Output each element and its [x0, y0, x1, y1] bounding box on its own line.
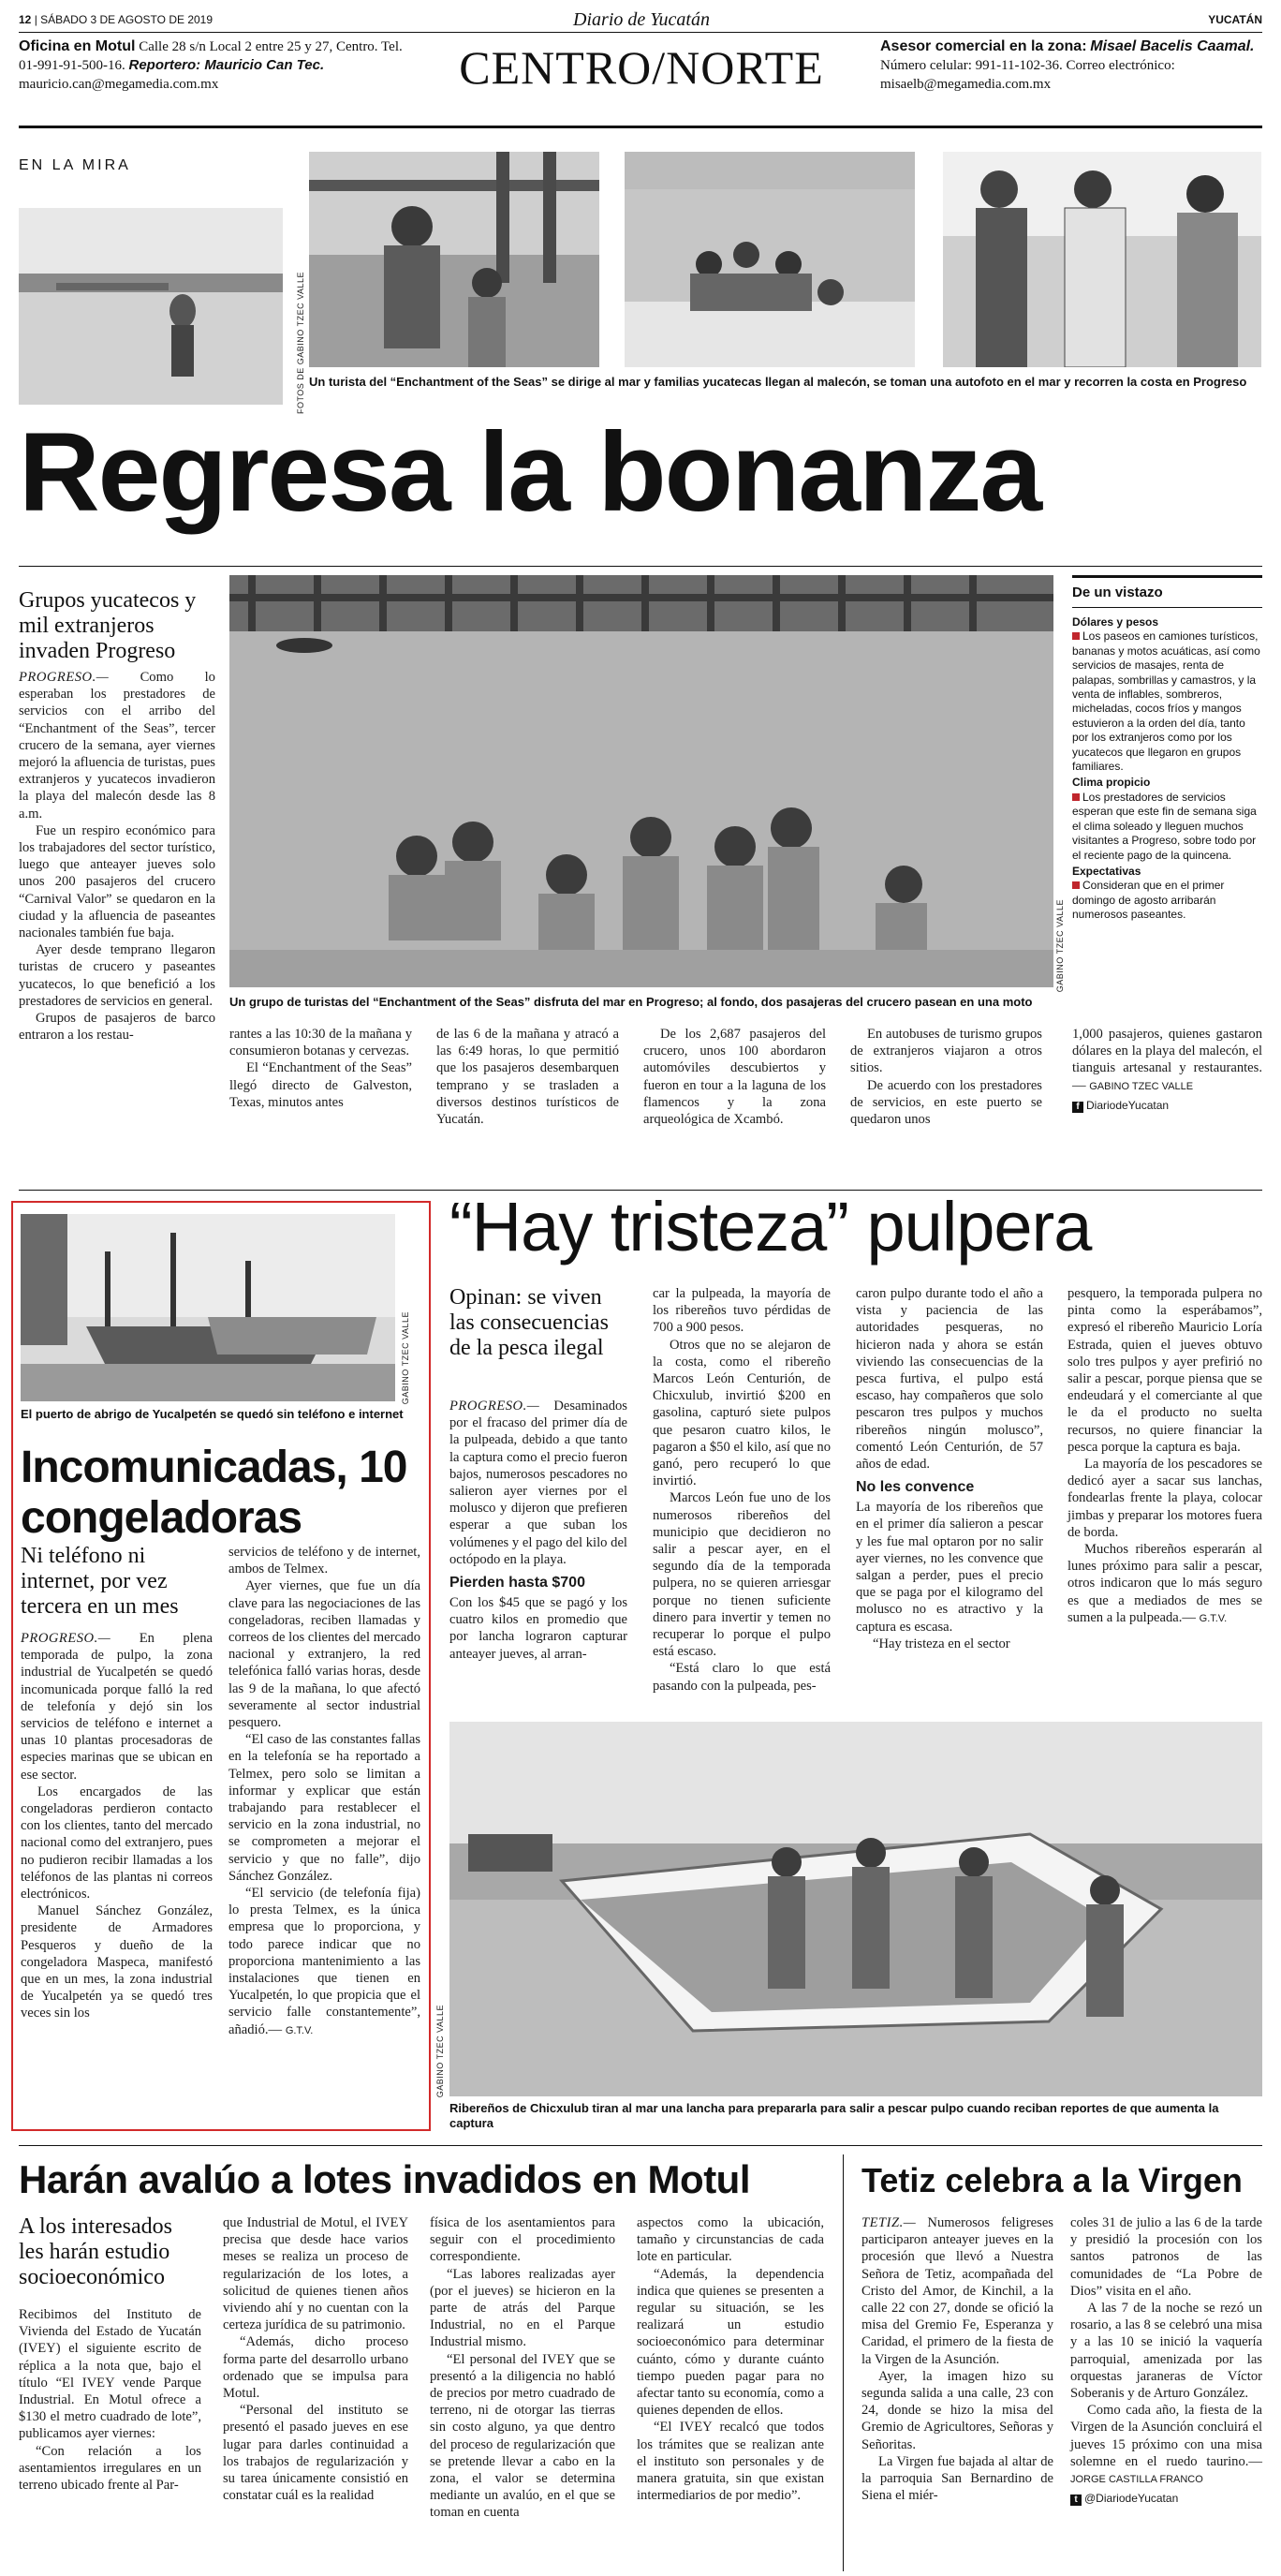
story3-photo: [449, 1722, 1262, 2096]
story2-column-1: PROGRESO.— En plena temporada de pulpo, la zona industrial de Yucalpetén se quedó incomunicada porque falló la red de telefonía y dejó sin los servicios de teléfono e internet a unas 10 plantas procesadoras de especies marinas que se ubican en ese sector. Los encargados de las congeladoras perdieron contacto con los clientes, tanto del mercado nacional como del extranjero, pues no pudieron recibir llamadas a los teléfonos de las plantas ni correos electrónicos. Manuel Sánchez González, presidente de Armadores Pesqueros y dueño de la congeladora Maspeca, manifestó que en un mes, la zona industrial de Yucalpetén ya se quedó tres veces sin los: [21, 1631, 213, 2021]
story3-subhead-1: Pierden hasta $700: [449, 1575, 585, 1591]
story3-signature: G.T.V.: [1199, 1612, 1228, 1624]
sidebar-de-un-vistazo: [1072, 575, 1262, 1015]
dateline: PROGRESO.—: [21, 1631, 111, 1646]
sidebar-item: Clima propicio Los prestadores de servicios esperan que este fin de semana siga el clima soleado y lleguen muchos visitantes a Progreso, sobre todo por el reciente pago de la quincena.: [1072, 776, 1257, 862]
facebook-icon: f: [1072, 1102, 1083, 1113]
story4-column-2: que Industrial de Motul, el IVEY precisa que desde hace varios meses se realiza un proceso de regularización de los lotes, a solicitud de quienes tienen años viviendo ahí y no cuentan con la certeza jurídica de su patrimonio. “Además, dicho proceso forma parte del desarrollo urbano ordenado que se impulsa para Motul. “Personal del instituto se presentó el pasado jueves en ese lugar para darles continuidad a los trabajos de regularización y su tarea únicamente consistió en constatar cuál es la realidad: [223, 2215, 408, 2504]
column-divider: [843, 2154, 844, 2571]
section-title: CENTRO/NORTE: [459, 41, 824, 94]
advisor-name: Misael Bacelis Caamal.: [1090, 38, 1255, 54]
mira-caption: Un turista del “Enchantment of the Seas” se dirige al mar y familias yucatecas llegan al malecón, se toman una autofoto en el mar y recorren la costa en Progreso: [309, 375, 1247, 389]
advisor-label: Asesor comercial en la zona:: [880, 38, 1087, 54]
story5-signature: JORGE CASTILLA FRANCO: [1070, 2474, 1203, 2486]
dateline: PROGRESO.—: [449, 1399, 540, 1414]
story5-headline: Tetiz celebra a la Virgen: [861, 2161, 1243, 2199]
bullet-icon: [1072, 632, 1080, 640]
office-info: [19, 37, 403, 94]
sidebar-item-heading: Expectativas: [1072, 864, 1141, 878]
story2-photo-credit: GABINO TZEC VALLE: [401, 1311, 410, 1405]
story3-column-3: caron pulpo durante todo el año a vista y paciencia de las autoridades pesqueras, no hicieron nada y ahora se están viviendo las consecuencias de la pesca furtiva, el pulpo está escaso, hay compañeros que solo pescaron tres pulpos y muchos ribereños ningún molusco”, comentó León Centurión, de 57 años de edad. No les convence La mayoría de los ribereños que en el primer día salieron a pescar y les fue mal optaron por no salir ayer viernes, no les convence que salgan a perder, pues el precio que se paga por el kilogramo del molusco no es atractivo y la captura es escasa. “Hay tristeza en el sector: [856, 1286, 1043, 1651]
story2-signature: G.T.V.: [285, 2024, 314, 2036]
story3-subtitle: Opinan: se viven las consecuencias de la pesca ilegal: [449, 1285, 609, 1360]
page-header: [19, 9, 1262, 135]
sidebar-item: Dólares y pesos Los paseos en camiones turísticos, bananas y motos acuáticas, así como servicios de masajes, renta de palapas, sombrillas y camastros, y la venta de inflables, sombreros, micheladas, cocos fríos y mangos estuvieron a la orden del día, tanto por los extranjeros como por los yucatecos que llegaron en grupos familiares.: [1072, 615, 1260, 774]
story1-column-6: 1,000 pasajeros, quienes gastaron dólares en la playa del malecón, el tianguis artesanal y restaurantes.— GABINO TZEC VALLE f DiariodeYucatan: [1072, 1026, 1262, 1101]
story2-photo: [21, 1214, 395, 1401]
story1-photo-credit: GABINO TZEC VALLE: [1055, 899, 1065, 993]
story3-photo-caption: Ribereños de Chicxulub tiran al mar una lancha para prepararla para salir a pescar pulpo cuando reciban reportes de que aumenta la captura: [449, 2101, 1219, 2130]
sidebar-item: Expectativas Consideran que en el primer domingo de agosto arribarán numerosos paseantes.: [1072, 864, 1225, 922]
story1-social: f DiariodeYucatan: [1072, 1097, 1262, 1114]
mira-photo-3: [625, 152, 915, 367]
story1-headline: Regresa la bonanza: [19, 409, 1041, 535]
story1-column-5: En autobuses de turismo grupos de extranjeros viajaron a otros sitios. De acuerdo con los prestadores de servicios, en este puerto se quedaron unos: [850, 1027, 1042, 1128]
story5-social: t @DiariodeYucatan: [1070, 2490, 1262, 2507]
advisor-contact: Número celular: 991-11-102-36. Correo electrónico: misaelb@megamedia.com.mx: [880, 58, 1175, 92]
story3-subhead-2: No les convence: [856, 1479, 975, 1496]
story1-column-1: PROGRESO.— Como lo esperaban los prestadores de servicios con el arribo del “Enchantment of the Seas”, tercer crucero de la semana, ayer viernes mejoró la afluencia de turistas, pues extranjeros y yucatecos invadieron la playa del malecón desde las 8 a.m. Fue un respiro económico para los trabajadores del sector turístico, luego que anteayer jueves solo unos 200 pasajeros del crucero “Carnival Valor” se quedaron en la ciudad y la afluencia de paseantes nacionales también fue baja. Ayer desde temprano llegaron turistas de crucero y paseantes yucatecos, lo que benefició a los prestadores de servicios en general. Grupos de pasajeros de barco entraron a los restau-: [19, 670, 215, 1044]
en-la-mira-label: EN LA MIRA: [19, 157, 131, 173]
story2-headline: Incomunicadas, 10 congeladoras: [21, 1443, 407, 1543]
sidebar-item-heading: Dólares y pesos: [1072, 615, 1159, 629]
page-folio: 12 | SÁBADO 3 DE AGOSTO DE 2019: [19, 13, 214, 26]
reporter-label: Reportero: Mauricio Can Tec.: [128, 57, 325, 73]
mira-photo-2: [309, 152, 599, 367]
story1-column-4: De los 2,687 pasajeros del crucero, unos 100 abordaron automóviles descubiertos y fueron en tour a la laguna de los flamencos y la zona arqueológica de Xcambó.: [643, 1027, 826, 1128]
bullet-icon: [1072, 793, 1080, 801]
advisor-info: [880, 37, 1262, 94]
office-address: Calle 28 s/n Local 2 entre 25 y 27, Centro. Tel. 01-991-91-500-16.: [19, 39, 403, 73]
story4-subtitle: A los interesados les harán estudio socioeconómico: [19, 2214, 172, 2289]
twitter-icon: t: [1070, 2495, 1082, 2506]
sidebar-item-heading: Clima propicio: [1072, 776, 1151, 790]
story1-photo-caption: Un grupo de turistas del “Enchantment of the Seas” disfruta del mar en Progreso; al fondo, dos pasajeras del crucero pasean en una moto: [229, 995, 1033, 1009]
story3-column-1: PROGRESO.— Desaminados por el fracaso del primer día de la pulpeada, debido a que tanto la captura como el precio fueron bajos, numerosos pescadores no salieron ayer viernes por el molusco y dijeron que prefieren esperar a que suban los volúmenes y el pago del kilo del octópodo en la playa. Pierden hasta $700 Con los $45 que se pagó y los cuatro kilos en promedio que por lancha lograron capturar anteayer jueves, al arran-: [449, 1399, 627, 1662]
story1-column-3: de las 6 de la mañana y atracó a las 6:49 horas, lo que permitió que los pasajeros desembarquen temprano y se trasladen a diversos destinos turísticos de Yucatán.: [436, 1027, 619, 1128]
brand-logo: Diario de Yucatán: [573, 9, 710, 30]
story3-headline: “Hay tristeza” pulpera: [449, 1188, 1092, 1266]
story1-main-photo: [229, 575, 1053, 987]
reporter-email: mauricio.can@megamedia.com.mx: [19, 77, 219, 92]
story2-subtitle: Ni teléfono ni internet, por vez tercera en un mes: [21, 1544, 179, 1619]
story5-column-1: TETIZ.— Numerosos feligreses participaron anteayer jueves en la procesión que llevó a Nuestra Señora de Tetiz, acompañada del Cristo del Amor, de Kinchil, a la calle 22 con 27, donde se ofició la misa del Gremio Fe, Esperanza y Caridad, el primero de la fiesta de la Virgen de la Asunción. Ayer, la imagen hizo su segunda salida a una calle, 23 con 24, donde se hizo la misa del Gremio de Agricultores, Señoras y Señoritas. La Virgen fue bajada al altar de la parroquia San Bernardino de Siena el miér-: [861, 2215, 1053, 2504]
story2-column-2: servicios de teléfono y de internet, ambos de Telmex. Ayer viernes, que fue un día clave para las negociaciones de las congeladoras, reciben llamadas y correos de los clientes del mercado nacional y extranjero, la red telefónica falló varias horas, desde las 9 de la mañana, lo que afectó severamente al sector industrial pesquero. “El caso de las constantes fallas en la telefonía se ha reportado a Telmex, pero solo se limitan a informar y explicar que están trabajando para restablecer el servicio en la zona industrial, no se comprometen a mejorar el servicio y que no falle”, dijo Sánchez González. “El servicio (de telefonía fija) lo presta Telmex, es la única empresa que lo proporciona, y todo parece indicar que no proporciona mantenimiento a las instalaciones que tienen en Yucalpetén, lo que propicia que el servicio falle constantemente”, añadió.— G.T.V.: [228, 1545, 420, 2037]
bullet-icon: [1072, 881, 1080, 889]
story5-column-2: coles 31 de julio a las 6 de la tarde y presidió la procesión con los santos patronos de las comunidades de “La Pobre de Dios” visita en el año. A las 7 de la noche se rezó un rosario, a las 8 se celebró una misa y a las 10 se inició la vaquería parroquial, amenizada por las orquestas jaraneras de Víctor Soberanis y de Arturo González. Como cada año, la fiesta de la Virgen de la Asunción concluirá el jueves 15 próximo con una misa solemne en el ruedo taurino.— JORGE CASTILLA FRANCO t @DiariodeYucatan: [1070, 2214, 1262, 2569]
state-label: YUCATÁN: [1208, 13, 1262, 26]
office-title: Oficina en Motul: [19, 38, 136, 54]
dateline: PROGRESO.—: [19, 670, 110, 685]
sidebar-title: De un vistazo: [1072, 585, 1163, 600]
story3-photo-credit: GABINO TZEC VALLE: [435, 2005, 445, 2098]
story4-column-3: física de los asentamientos para seguir con el procedimiento correspondiente. “Las labores realizadas ayer (por el jueves) se hicieron en la parte de atrás del Parque Industrial, no en el Parque Industrial mismo. “El personal del IVEY que se presentó a la diligencia no habló de precios por metro cuadrado de terreno, ni de otorgar las tierras sin costo alguno, ya que dentro del proceso de regularización que se pretende llevar a cabo en la zona, el valor se determina mediante un avalúo, en el que se toman en cuenta: [430, 2215, 615, 2521]
story4-headline: Harán avalúo a lotes invadidos en Motul: [19, 2157, 751, 2201]
story3-column-2: car la pulpeada, la mayoría de los ribereños tuvo pérdidas de 700 a 900 pesos. Otros que no se alejaron de la costa, como el ribereño Marcos León Centurión, de Chicxulub, invirtió $200 en gasolina, capturó siete pulpos que pesaron cuatro kilos, le pagaron a $50 el kilo, así que no ganó, pero recuperó lo que invirtió. Marcos León fue uno de los numerosos ribereños del municipio que decidieron no salir a pescar ayer, en el segundo día de la temporada pulpera, no se quieren arriesgar porque no tienen suficiente dinero para invertir y temen no recuperar lo porque el pulpo está escaso. “Está claro lo que está pasando con la pulpeada, pes-: [653, 1286, 831, 1694]
mira-photo-4: [943, 152, 1261, 367]
mira-photo-credit: FOTOS DE GABINO TZEC VALLE: [296, 272, 305, 415]
mira-photo-1: [19, 208, 283, 405]
story4-column-1: Recibimos del Instituto de Vivienda del Estado de Yucatán (IVEY) el siguiente escrito de réplica a la nota que, bajo el título “El IVEY vende Parque Industrial. En Motul ofrece a $130 el metro cuadrado de lote”, publicamos ayer viernes: “Con relación a los asentamientos irregulares en un terreno ubicado frente al Par-: [19, 2307, 201, 2494]
page-date: SÁBADO 3 DE AGOSTO DE 2019: [40, 13, 214, 26]
story2-photo-caption: El puerto de abrigo de Yucalpetén se quedó sin teléfono e internet: [21, 1407, 404, 1421]
story4-column-4: aspectos como la ubicación, tamaño y circunstancias de cada lote en particular. “Además, la dependencia indica que quienes se presenten a regular su situación, se les realizará un estudio socioeconómico para determinar cuánto, cómo y durante cuánto tiempo pueden pagar para no afectar tanto su economía, como a quienes dependen de ellos. “El IVEY recalcó que todos los trámites que se realizan ante el instituto son personales y de manera gratuita, sin que existan intermediarios de por medio”.: [637, 2215, 824, 2504]
dateline: TETIZ.—: [861, 2215, 917, 2230]
sidebar-list: [1072, 615, 1262, 923]
story1-subtitle: Grupos yucatecos y mil extranjeros invaden Progreso: [19, 588, 197, 663]
story1-column-2: rantes a las 10:30 de la mañana y consumieron botanas y cervezas. El “Enchantment of the Seas” llegó directo de Galveston, Texas, minutos antes: [229, 1027, 412, 1110]
story3-column-4: pesquero, la temporada pulpera no pinta como la esperábamos”, expresó el ribereño Mauricio Loría Estrada, quien el jueves obtuvo solo tres pulpos y ayer prefirió no salir a pescar, porque piensa que se endeudará y el comerciante al que le da el producto no suelta recursos, no quiere financiar la pesca porque la captura es baja. La mayoría de los pescadores se dedicó ayer a sacar sus lanchas, fondearlas frente la playa, colocar jimbas y preparar los motores fuera de borda. Muchos ribereños esperarán al lunes próximo para salir a pescar, otros indicaron que lo más seguro es que a mediados de mes se sumen a la pulpeada.— G.T.V.: [1068, 1286, 1262, 1625]
page-number: 12: [19, 13, 32, 26]
story1-signature: GABINO TZEC VALLE: [1089, 1080, 1194, 1092]
